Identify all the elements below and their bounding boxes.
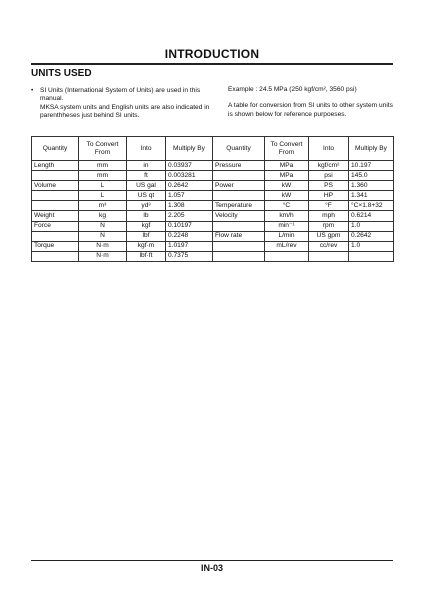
table-cell: rpm: [309, 221, 349, 231]
table-cell: [32, 171, 79, 181]
section-heading: UNITS USED: [31, 68, 92, 79]
table-cell: kgf·m: [127, 241, 166, 251]
table-cell: Flow rate: [213, 231, 265, 241]
table-cell: yd³: [127, 201, 166, 211]
column-header: Into: [309, 137, 349, 161]
table-cell: 1.308: [166, 201, 213, 211]
table-cell: N·m: [79, 241, 127, 251]
table-cell: Weight: [32, 211, 79, 221]
table-cell: [213, 171, 265, 181]
table-cell: [213, 251, 265, 261]
table-cell: 0.003281: [166, 171, 213, 181]
table-cell: °C×1.8+32: [349, 201, 394, 211]
table-row: [32, 251, 394, 261]
table-body: [32, 161, 394, 262]
table-cell: °C: [265, 201, 309, 211]
table-cell: [213, 191, 265, 201]
table-cell: 145.0: [349, 171, 394, 181]
table-cell: US gal: [127, 181, 166, 191]
table-cell: kW: [265, 181, 309, 191]
column-header: Quantity: [213, 137, 265, 161]
table-row: [32, 171, 394, 181]
table-cell: [32, 191, 79, 201]
table-cell: Length: [32, 161, 79, 171]
table-cell: Power: [213, 181, 265, 191]
column-header: To Convert From: [265, 137, 309, 161]
table-row: [32, 231, 394, 241]
table-cell: MPa: [265, 171, 309, 181]
mksa-units-paragraph: MKSA system units and English units are also indicated in parenthheses just behind SI units.: [40, 103, 210, 120]
table-cell: mph: [309, 211, 349, 221]
column-header: To Convert From: [79, 137, 127, 161]
si-units-paragraph: SI Units (International System of Units) are used in this manual.: [40, 87, 201, 103]
table-cell: 0.2642: [349, 231, 394, 241]
table-cell: 2.205: [166, 211, 213, 221]
table-cell: 1.057: [166, 191, 213, 201]
footer-divider: [31, 560, 393, 561]
table-cell: Volume: [32, 181, 79, 191]
table-cell: mL/rev: [265, 241, 309, 251]
table-cell: [349, 251, 394, 261]
table-row: [32, 161, 394, 171]
table-row: [32, 191, 394, 201]
column-header: Quantity: [32, 137, 79, 161]
table-cell: kW: [265, 191, 309, 201]
table-cell: °F: [309, 201, 349, 211]
table-cell: N: [79, 231, 127, 241]
table-cell: N: [79, 221, 127, 231]
table-cell: lbf: [127, 231, 166, 241]
table-cell: cc/rev: [309, 241, 349, 251]
table-cell: 0.7375: [166, 251, 213, 261]
table-cell: Torque: [32, 241, 79, 251]
table-cell: kg: [79, 211, 127, 221]
table-cell: 1.0: [349, 241, 394, 251]
intro-left-column: [31, 87, 211, 121]
table-cell: US gpm: [309, 231, 349, 241]
table-cell: [213, 241, 265, 251]
table-cell: lb: [127, 211, 166, 221]
table-cell: Temperature: [213, 201, 265, 211]
table-cell: 0.2642: [166, 181, 213, 191]
table-header-row: [32, 137, 394, 161]
table-row: [32, 221, 394, 231]
table-cell: L: [79, 181, 127, 191]
page-title: INTRODUCTION: [164, 47, 260, 61]
table-row: [32, 181, 394, 191]
table-cell: Pressure: [213, 161, 265, 171]
table-cell: PS: [309, 181, 349, 191]
table-cell: [32, 251, 79, 261]
table-cell: L: [79, 191, 127, 201]
table-cell: MPa: [265, 161, 309, 171]
table-cell: in: [127, 161, 166, 171]
bullet-icon: •: [31, 87, 34, 94]
table-cell: km/h: [265, 211, 309, 221]
table-cell: [265, 251, 309, 261]
column-header: Multiply By: [166, 137, 213, 161]
table-cell: 0.10197: [166, 221, 213, 231]
table-cell: kgf: [127, 221, 166, 231]
table-row: [32, 211, 394, 221]
intro-right-column: [228, 86, 396, 119]
table-cell: mm: [79, 161, 127, 171]
table-cell: Velocity: [213, 211, 265, 221]
table-cell: ft: [127, 171, 166, 181]
table-cell: 1.0197: [166, 241, 213, 251]
table-cell: US qt: [127, 191, 166, 201]
table-row: [32, 241, 394, 251]
table-row: [32, 201, 394, 211]
table-cell: 0.6214: [349, 211, 394, 221]
table-cell: lbf·ft: [127, 251, 166, 261]
table-cell: psi: [309, 171, 349, 181]
table-cell: 1.0: [349, 221, 394, 231]
table-cell: min⁻¹: [265, 221, 309, 231]
unit-conversion-table: [31, 136, 394, 262]
table-cell: 1.341: [349, 191, 394, 201]
table-cell: [32, 231, 79, 241]
table-cell: [213, 221, 265, 231]
table-cell: kgf/cm²: [309, 161, 349, 171]
table-cell: [32, 201, 79, 211]
table-cell: 10.197: [349, 161, 394, 171]
table-cell: 0.2248: [166, 231, 213, 241]
table-cell: [309, 251, 349, 261]
table-cell: L/min: [265, 231, 309, 241]
table-cell: Force: [32, 221, 79, 231]
table-cell: 0.03937: [166, 161, 213, 171]
table-cell: m³: [79, 201, 127, 211]
table-cell: mm: [79, 171, 127, 181]
column-header: Multiply By: [349, 137, 394, 161]
conversion-note: A table for conversion from SI units to other system units is shown below for reference purpoeses.: [228, 102, 393, 118]
example-text: Example : 24.5 MPa (250 kgf/cm², 3560 psi): [228, 86, 357, 93]
table-cell: HP: [309, 191, 349, 201]
table-cell: 1.360: [349, 181, 394, 191]
column-header: Into: [127, 137, 166, 161]
page-number: IN-03: [200, 563, 223, 573]
header-divider: [31, 63, 393, 65]
table-cell: N·m: [79, 251, 127, 261]
